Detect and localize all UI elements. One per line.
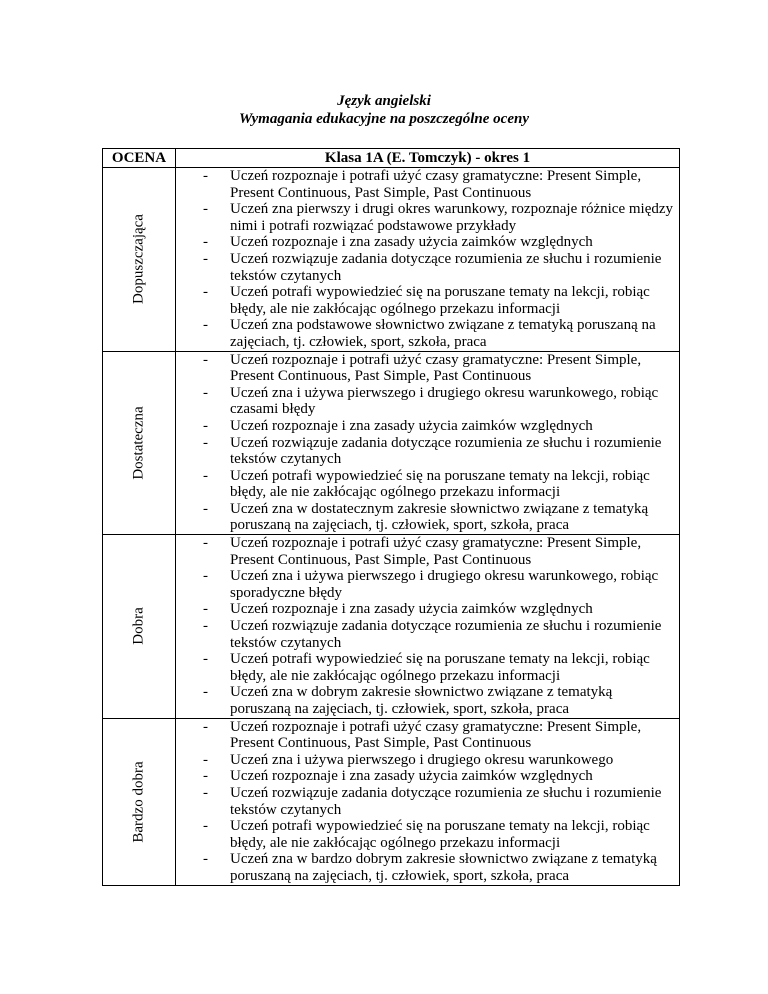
list-item [176,618,679,651]
requirement-text: Uczeń rozpoznaje i zna zasady użycia zaimków względnych [230,417,593,434]
requirement-text: Uczeń zna i używa pierwszego i drugiego okresu warunkowego [230,751,614,768]
requirements-cell [176,351,680,535]
list-item [176,435,679,468]
requirements-cell [176,535,680,719]
requirement-text: Uczeń rozpoznaje i zna zasady użycia zaimków względnych [230,601,593,618]
requirement-text: Uczeń potrafi wypowiedzieć się na poruszane tematy na lekcji, robiąc błędy, ale nie zakłócając ogólnego przekazu informacji [230,284,650,317]
list-item [176,468,679,501]
table-row [103,718,680,885]
list-item [176,785,679,818]
bullet-dash: - [203,651,208,668]
requirement-text: Uczeń rozpoznaje i zna zasady użycia zaimków względnych [230,768,593,785]
bullet-dash: - [203,500,208,517]
list-item [176,317,679,350]
grade-label: Dobra [130,607,147,646]
list-item [176,284,679,317]
grade-label: Bardzo dobra [130,760,147,843]
requirement-text: Uczeń zna pierwszy i drugi okres warunkowy, rozpoznaje różnice między nimi i potrafi rozwiązać podstawowe przykłady [230,201,674,234]
grade-cell [103,718,176,885]
bullet-dash: - [203,168,208,184]
list-item [176,385,679,418]
requirement-text: Uczeń potrafi wypowiedzieć się na poruszane tematy na lekcji, robiąc błędy, ale nie zakłócając ogólnego przekazu informacji [230,467,650,501]
list-item [176,501,679,534]
table-row [103,351,680,535]
bullet-dash: - [203,201,208,218]
requirement-text: Uczeń zna podstawowe słownictwo związane z tematyką poruszaną na zajęciach, tj. człowiek, sport, szkoła, praca [230,317,656,350]
grade-cell [103,168,176,352]
requirement-text: Uczeń rozpoznaje i potrafi użyć czasy gramatyczne: Present Simple, Present Continuous, Past Simple, Past Continuous [230,718,642,752]
bullet-dash: - [203,751,208,768]
requirement-text: Uczeń rozpoznaje i potrafi użyć czasy gramatyczne: Present Simple, Present Continuous, Past Simple, Past Continuous [230,168,642,201]
list-item [176,234,679,251]
bullet-dash: - [203,568,208,585]
bullet-dash: - [203,234,208,251]
bullet-dash: - [203,351,208,368]
list-item [176,535,679,568]
bullet-dash: - [203,818,208,835]
list-item [176,684,679,717]
bullet-dash: - [203,601,208,618]
requirements-cell [176,168,680,352]
bullet-dash: - [203,434,208,451]
requirement-text: Uczeń rozwiązuje zadania dotyczące rozumienia ze słuchu i rozumienie tekstów czytanych [230,784,662,818]
document-title: Język angielski [337,93,431,109]
bullet-dash: - [203,417,208,434]
grade-cell [103,535,176,719]
list-item [176,568,679,601]
bullet-dash: - [203,718,208,735]
bullet-dash: - [203,467,208,484]
requirement-text: Uczeń potrafi wypowiedzieć się na poruszane tematy na lekcji, robiąc błędy, ale nie zakłócając ogólnego przekazu informacji [230,651,650,684]
bullet-dash: - [203,851,208,868]
table-body [103,168,680,886]
bullet-dash: - [203,250,208,267]
grade-column-header: OCENA [103,149,176,168]
list-item [176,418,679,435]
requirement-text: Uczeń zna i używa pierwszego i drugiego okresu warunkowego, robiąc czasami błędy [230,384,659,418]
requirement-text: Uczeń zna w dostatecznym zakresie słownictwo związane z tematyką poruszaną na zajęciach, tj. człowiek, sport, szkoła, praca [230,500,649,534]
requirement-text: Uczeń rozwiązuje zadania dotyczące rozumienia ze słuchu i rozumienie tekstów czytanych [230,618,662,651]
requirement-text: Uczeń rozwiązuje zadania dotyczące rozumienia ze słuchu i rozumienie tekstów czytanych [230,434,662,468]
requirement-text: Uczeń zna w dobrym zakresie słownictwo związane z tematyką poruszaną na zajęciach, tj. człowiek, sport, szkoła, praca [230,684,613,717]
requirements-list [176,535,679,718]
table-header-row [103,149,680,168]
requirements-list [176,168,679,351]
document-subtitle: Wymagania edukacyjne na poszczególne oceny [239,111,529,127]
list-item [176,651,679,684]
requirements-cell [176,718,680,885]
bullet-dash: - [203,768,208,785]
requirement-text: Uczeń rozpoznaje i potrafi użyć czasy gramatyczne: Present Simple, Present Continuous, Past Simple, Past Continuous [230,535,642,568]
bullet-dash: - [203,384,208,401]
grade-label: Dostateczna [130,406,147,480]
bullet-dash: - [203,317,208,334]
requirements-list [176,352,679,535]
bullet-dash: - [203,284,208,301]
class-column-header: Klasa 1A (E. Tomczyk) - okres 1 [176,149,680,168]
list-item [176,352,679,385]
list-item [176,251,679,284]
table-row [103,168,680,352]
bullet-dash: - [203,535,208,552]
list-item [176,768,679,785]
requirement-text: Uczeń zna i używa pierwszego i drugiego okresu warunkowego, robiąc sporadyczne błędy [230,568,659,601]
grade-label: Dopuszczająca [130,214,147,305]
bullet-dash: - [203,618,208,635]
list-item [176,201,679,234]
bullet-dash: - [203,784,208,801]
requirement-text: Uczeń rozpoznaje i zna zasady użycia zaimków względnych [230,234,593,251]
requirement-text: Uczeń zna w bardzo dobrym zakresie słownictwo związane z tematyką poruszaną na zajęciach, tj. człowiek, sport, szkoła, praca [230,851,657,884]
requirement-text: Uczeń rozpoznaje i potrafi użyć czasy gramatyczne: Present Simple, Present Continuous, Past Simple, Past Continuous [230,351,642,385]
bullet-dash: - [203,684,208,701]
table-row [103,535,680,719]
requirements-table [102,148,680,886]
grade-cell [103,351,176,535]
list-item [176,719,679,752]
list-item [176,168,679,201]
list-item [176,601,679,618]
requirements-list [176,719,679,885]
list-item [176,818,679,851]
list-item [176,752,679,769]
requirement-text: Uczeń rozwiązuje zadania dotyczące rozumienia ze słuchu i rozumienie tekstów czytanych [230,250,662,284]
requirement-text: Uczeń potrafi wypowiedzieć się na poruszane tematy na lekcji, robiąc błędy, ale nie zakłócając ogólnego przekazu informacji [230,818,650,851]
list-item [176,851,679,884]
